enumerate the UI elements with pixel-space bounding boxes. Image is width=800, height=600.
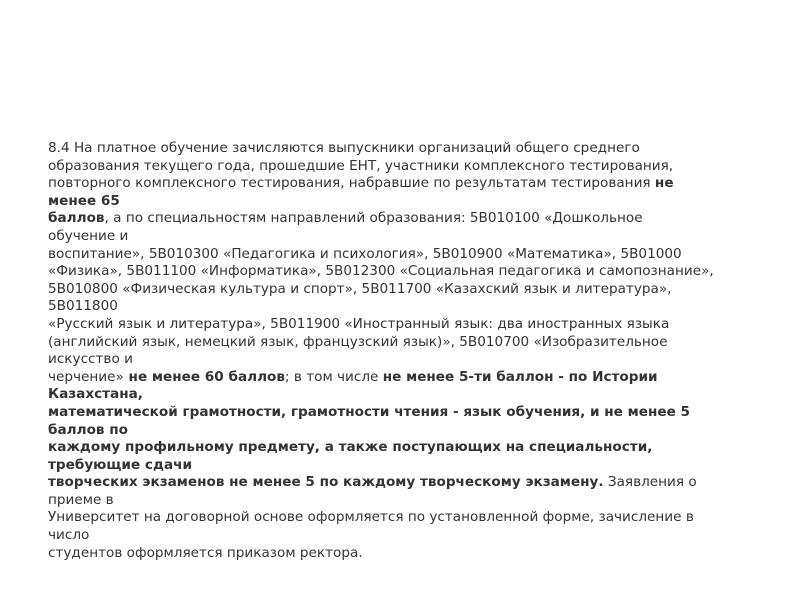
bold-text-run: менее 65 <box>48 192 120 209</box>
bold-text-run: Казахстана, <box>48 386 143 403</box>
text-run: «Физика», 5В011100 «Информатика», 5В012300 «Социальная педагогика и самопознание», <box>48 263 714 280</box>
text-line <box>48 316 758 334</box>
text-run: студентов оформляется приказом ректора. <box>48 544 363 561</box>
text-line <box>48 527 758 545</box>
text-run: ; в том числе <box>284 368 383 385</box>
text-line <box>48 351 758 369</box>
text-run: черчение» <box>48 368 124 385</box>
text-run: Заявления о <box>603 474 697 491</box>
text-line <box>48 422 758 440</box>
bold-text-run: баллов <box>48 210 105 227</box>
text-run: 5В011800 <box>48 298 118 315</box>
text-line <box>48 439 758 457</box>
text-line <box>48 474 758 492</box>
text-line <box>48 228 758 246</box>
text-run: повторного комплексного тестирования, набравшие по результатам тестирования <box>48 175 655 192</box>
text-run: 5В010800 «Физическая культура и спорт», 5В011700 «Казахский язык и литература», <box>48 280 672 297</box>
text-line <box>48 492 758 510</box>
text-line <box>48 298 758 316</box>
text-line <box>48 281 758 299</box>
text-run: «Русский язык и литература», 5В011900 «Иностранный язык: два иностранных языка <box>48 315 670 332</box>
text-run: обучение и <box>48 227 129 244</box>
text-line <box>48 175 758 193</box>
bold-text-run: творческих экзаменов не менее 5 по каждому творческому экзамену. <box>48 474 604 491</box>
text-line <box>48 193 758 211</box>
admission-rules-paragraph <box>48 140 758 562</box>
text-run: (английский язык, немецкий язык, французский язык)», 5В010700 «Изобразительное <box>48 333 668 350</box>
text-line <box>48 545 758 563</box>
text-run: Университет на договорной основе оформляется по установленной форме, зачисление в <box>48 509 694 526</box>
text-line <box>48 369 758 387</box>
text-line <box>48 386 758 404</box>
text-run: число <box>48 527 90 544</box>
text-line <box>48 246 758 264</box>
text-line <box>48 509 758 527</box>
text-run: образования текущего года, прошедшие ЕНТ, участники комплексного тестирования, <box>48 157 674 174</box>
bold-text-run: не менее 5-ти баллон - по Истории <box>382 368 658 385</box>
text-line <box>48 263 758 281</box>
text-run: , а по специальностям направлений образования: 5В010100 «Дошкольное <box>104 210 643 227</box>
text-line <box>48 140 758 158</box>
bold-text-run: математической грамотности, грамотности чтения - язык обучения, и не менее 5 <box>48 403 690 420</box>
text-run: воспитание», 5В010300 «Педагогика и психология», 5В010900 «Математика», 5В01000 <box>48 245 682 262</box>
bold-text-run: требующие сдачи <box>48 456 192 473</box>
bold-text-run: каждому профильному предмету, а также поступающих на специальности, <box>48 439 653 456</box>
text-run: 8.4 На платное обучение зачисляются выпускники организаций общего среднего <box>48 140 640 156</box>
text-line <box>48 457 758 475</box>
text-run: искусство и <box>48 351 133 368</box>
text-line <box>48 158 758 176</box>
text-line <box>48 210 758 228</box>
text-line <box>48 334 758 352</box>
bold-text-run: баллов по <box>48 421 128 438</box>
bold-text-run: не <box>654 175 674 192</box>
text-line <box>48 404 758 422</box>
text-run: приеме в <box>48 491 114 508</box>
bold-text-run: не менее 60 баллов <box>123 368 285 385</box>
